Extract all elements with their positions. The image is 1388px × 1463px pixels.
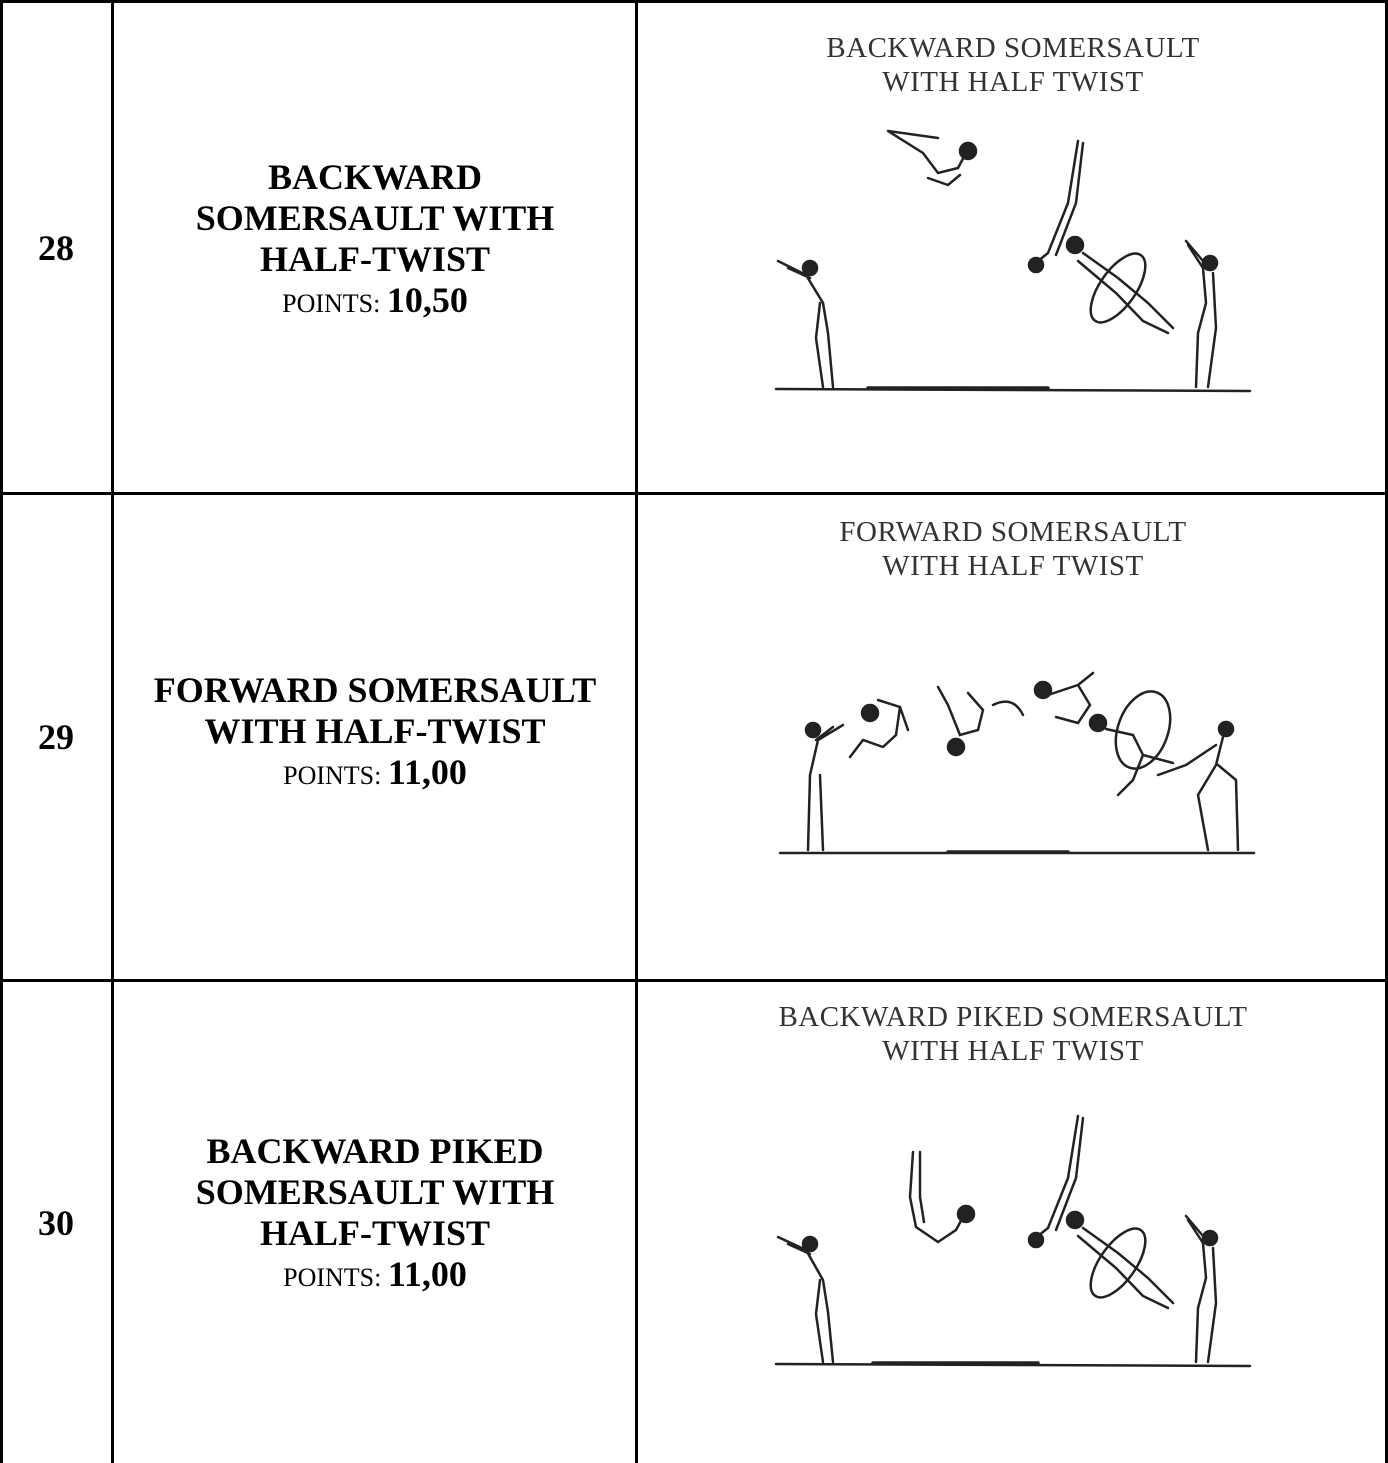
illustration-caption: FORWARD SOMERSAULT WITH HALF TWIST: [839, 516, 1187, 582]
skill-illustration: [638, 982, 1388, 1463]
points-value: 10,50: [386, 280, 468, 320]
skill-illustration: [638, 3, 1388, 492]
skill-points: [283, 1254, 467, 1298]
skill-title: FORWARD SOMERSAULT WITH HALF-TWIST: [153, 670, 597, 751]
skill-title: BACKWARD PIKED SOMERSAULT WITH HALF-TWIST: [195, 1131, 555, 1253]
skill-points: [283, 752, 467, 796]
skill-number: 30: [38, 1202, 74, 1243]
somersault-sequence-drawing: [638, 982, 1388, 1463]
table-row: [0, 495, 1388, 979]
illustration-caption: BACKWARD PIKED SOMERSAULT WITH HALF TWIST: [778, 1001, 1248, 1067]
somersault-sequence-drawing: [638, 495, 1388, 979]
skill-number: 28: [38, 227, 74, 268]
skill-illustration: [638, 495, 1388, 979]
points-label: POINTS:: [282, 289, 381, 318]
points-label: POINTS:: [283, 1263, 382, 1292]
somersault-sequence-drawing: [638, 3, 1388, 492]
skill-number: 29: [38, 717, 74, 757]
skill-description: [114, 495, 636, 979]
skill-title: BACKWARD SOMERSAULT WITH HALF-TWIST: [195, 157, 555, 279]
illustration-caption: BACKWARD SOMERSAULT WITH HALF TWIST: [826, 32, 1200, 98]
points-value: 11,00: [387, 752, 467, 792]
table-row: [0, 3, 1388, 492]
points-value: 11,00: [387, 1254, 467, 1294]
table-row: [0, 982, 1388, 1463]
skill-description: [114, 982, 636, 1463]
skill-points: [282, 280, 468, 324]
skill-description: [114, 3, 636, 492]
points-label: POINTS:: [283, 761, 382, 790]
